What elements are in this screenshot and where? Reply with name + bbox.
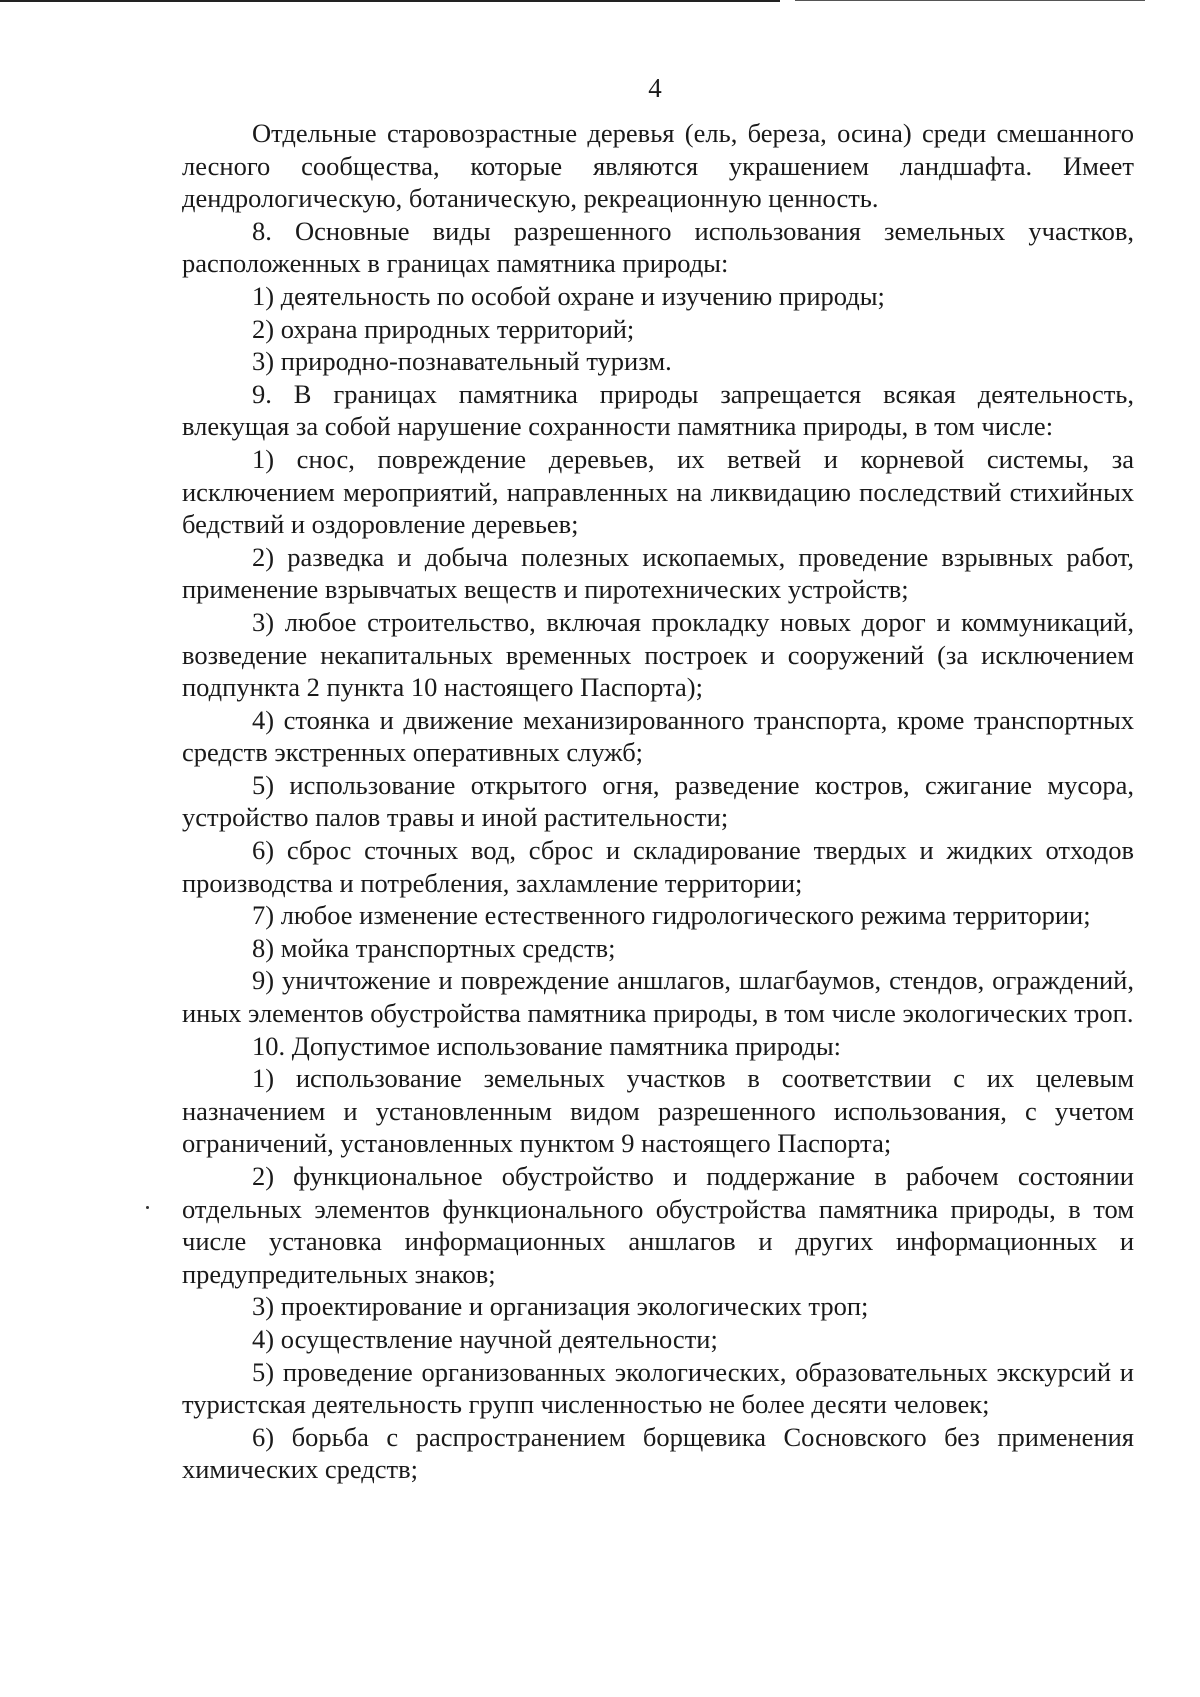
list-item: 1) снос, повреждение деревьев, их ветвей и корневой системы, за исключением мероприятий, направленных на ликвидацию последствий стихийных бедствий и оздоровление деревьев; — [182, 443, 1134, 540]
list-item: 1) деятельность по особой охране и изучению природы; — [252, 280, 885, 311]
paragraph-section-9: 9. В границах памятника природы запрещается всякая деятельность, влекущая за собой нарушение сохранности памятника природы, в том числе: — [182, 378, 1134, 442]
list-item: 9) уничтожение и повреждение аншлагов, шлагбаумов, стендов, ограждений, иных элементов обустройства памятника природы, в том числе экологических троп. — [182, 965, 1134, 1029]
list-item: 3) природно-познавательный туризм. — [252, 346, 672, 377]
scan-top-edge — [0, 0, 780, 2]
list-item: 1) использование земельных участков в соответствии с их целевым назначением и установленным видом разрешенного использования, с учетом ограничений, установленных пунктом 9 настоящего Паспорта; — [182, 1063, 1134, 1159]
document-body — [182, 117, 1134, 1486]
paragraph-section-8: 8. Основные виды разрешенного использования земельных участков, расположенных в границах памятника природы: — [182, 215, 1134, 279]
list-item: 8) мойка транспортных средств; — [252, 932, 616, 963]
list-item: 7) любое изменение естественного гидрологического режима территории; — [252, 900, 1091, 931]
list-item: 5) проведение организованных экологических, образовательных экскурсий и туристская деятельность групп численностью не более десяти человек; — [182, 1356, 1134, 1420]
list-item: 2) разведка и добыча полезных ископаемых, проведение взрывных работ, применение взрывчатых веществ и пиротехнических устройств; — [182, 541, 1134, 605]
list-item: 6) сброс сточных вод, сброс и складирование твердых и жидких отходов производства и потребления, захламление территории; — [182, 835, 1134, 898]
list-item: 6) борьба с распространением борщевика Сосновского без применения химических средств; — [182, 1421, 1134, 1485]
paragraph-section-10: 10. Допустимое использование памятника природы: — [252, 1030, 842, 1061]
scan-top-edge-right — [795, 0, 1145, 1]
list-item: 3) проектирование и организация экологических троп; — [252, 1291, 869, 1322]
page-number: 4 — [648, 73, 662, 103]
list-item: 3) любое строительство, включая прокладку новых дорог и коммуникаций, возведение некапитальных временных построек и сооружений (за исключением подпункта 2 пункта 10 настоящего Паспорта); — [182, 606, 1134, 703]
paragraph-intro: Отдельные старовозрастные деревья (ель, береза, осина) среди смешанного лесного сообщества, которые являются украшением ландшафта. Имеет дендрологическую, ботаническую, рекреационную ценность. — [182, 118, 1134, 214]
scan-speck — [146, 1206, 149, 1209]
list-item: 5) использование открытого огня, разведение костров, сжигание мусора, устройство палов травы и иной растительности; — [182, 769, 1134, 833]
list-item: 4) осуществление научной деятельности; — [252, 1323, 718, 1354]
list-item: 2) охрана природных территорий; — [252, 313, 635, 344]
list-item: 4) стоянка и движение механизированного транспорта, кроме транспортных средств экстренных оперативных служб; — [182, 704, 1134, 768]
list-item: 2) функциональное обустройство и поддержание в рабочем состоянии отдельных элементов функционального обустройства памятника природы, в том числе установка информационных аншлагов и других информационных и предупредительных знаков; — [182, 1161, 1134, 1289]
